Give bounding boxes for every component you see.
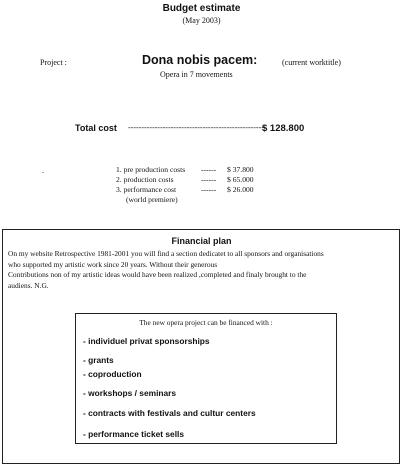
financing-item: - contracts with festivals and cultur centers — [83, 408, 256, 418]
financing-options-heading: The new opera project can be financed with : — [139, 318, 273, 327]
cost-item-label: 1. pre production costs — [116, 165, 186, 174]
financial-plan-title: Financial plan — [171, 236, 232, 246]
document-date: (May 2003) — [182, 16, 221, 25]
project-label: Project : — [40, 58, 67, 67]
project-subtitle: Opera in 7 movements — [160, 70, 233, 79]
worktitle-note: (current worktitle) — [282, 58, 341, 67]
paragraph-line: On my website Retrospective 1981-2001 you will find a section dedicatet to all sponsors and organisations — [8, 249, 324, 258]
paragraph-line: who supported my artistic work since 20 years. Without their generous — [8, 259, 218, 269]
financing-item: - grants — [83, 355, 114, 365]
cost-item-dash: ------ — [201, 185, 217, 194]
document-title: Budget estimate — [162, 3, 241, 14]
cost-item-label: 3. performance cost — [116, 185, 177, 194]
financing-item: - workshops / seminars — [83, 388, 177, 398]
cost-note: (world premiere) — [126, 195, 178, 204]
cost-item-dash: ------ — [201, 175, 217, 184]
cost-item-label: 2. production costs — [116, 175, 174, 184]
financial-plan-paragraph — [8, 249, 398, 291]
total-cost-label: Total cost — [75, 123, 117, 133]
cost-item-amount: $ 65.000 — [227, 175, 254, 184]
cost-item-dash: ------ — [201, 165, 217, 174]
project-name: Dona nobis pacem: — [142, 53, 258, 67]
financing-item: - coproduction — [83, 369, 142, 379]
financing-item: - performance ticket sells — [83, 429, 185, 439]
total-cost-leader: ---------------------------------------------------- — [128, 123, 267, 132]
total-cost-amount: $ 128.800 — [262, 123, 305, 134]
paragraph-line: audiens. N.G. — [8, 280, 49, 290]
financing-item: - individuel privat sponsorships — [83, 336, 210, 346]
cost-item-amount: $ 37.800 — [227, 165, 254, 174]
bullet-dot: . — [42, 166, 44, 175]
cost-item-amount: $ 26.000 — [227, 185, 254, 194]
paragraph-line: Contributions non of my artistic ideas would have been realized ,completed and finaly brought to the — [8, 270, 307, 279]
